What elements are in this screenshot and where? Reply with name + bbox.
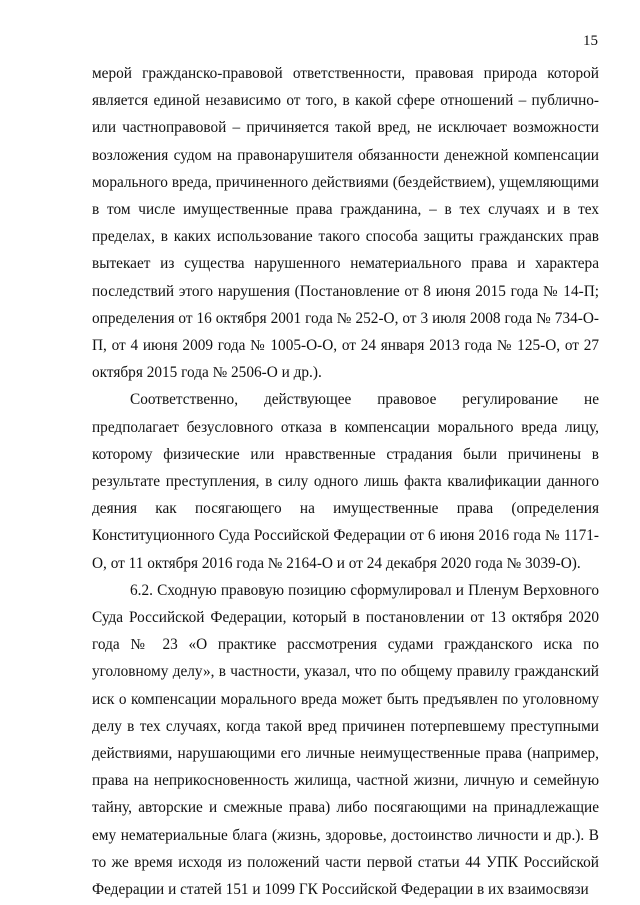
paragraph-continuation: мерой гражданско-правовой ответственности, правовая природа которой является единой независимо от того, в какой сфере отношений – публично- или частноправовой – причиняется такой вред, не исключает возможности возложения судом на правонарушителя обязанности денежной компенсации морального вреда, причиненного действиями (бездействием), ущемляющими в том числе имущественные права гражданина, – в тех случаях и в тех пределах, в каких использование такого способа защиты гражданских прав вытекает из существа нарушенного нематериального права и характера последствий этого нарушения (Постановление от 8 июня 2015 года № 14-П; определения от 16 октября 2001 года № 252-О, от 3 июля 2008 года № 734-О-П, от 4 июня 2009 года № 1005-О-О, от 24 января 2013 года № 125-О, от 27 октября 2015 года № 2506-О и др.). — [92, 65, 599, 382]
paragraph-6-2: 6.2. Сходную правовую позицию сформулировал и Пленум Верховного Суда Российской Федерации, который в постановлении от 13 октября 2020 года № 23 «О практике рассмотрения судами гражданского иска по уголовному делу», в частности, указал, что по общему правилу гражданский иск о компенсации морального вреда может быть предъявлен по уголовному делу в тех случаях, когда такой вред причинен потерпевшему преступными действиями, нарушающими его личные неимущественные права (например, права на неприкосновенность жилища, частной жизни, личную и семейную тайну, авторские и смежные права) либо посягающими на принадлежащие ему нематериальные блага (жизнь, здоровье, достоинство личности и др.). В то же время исходя из положений части первой статьи 44 УПК Российской Федерации и статей 151 и 1099 ГК Российской Федерации в их взаимосвязи — [92, 581, 599, 899]
paragraph-accordingly: Соответственно, действующее правовое регулирование не предполагает безусловного отказа в компенсации морального вреда лицу, которому физические или нравственные страдания были причинены в результате преступления, в силу одного лишь факта квалификации данного деяния как посягающего на имущественные права (определения Конституционного Суда Российской Федерации от 6 июня 2016 года № 1171-О, от 11 октября 2016 года № 2164-О и от 24 декабря 2020 года № 3039-О). — [92, 391, 599, 572]
page-number: 15 — [583, 33, 598, 49]
document-body — [92, 60, 599, 903]
